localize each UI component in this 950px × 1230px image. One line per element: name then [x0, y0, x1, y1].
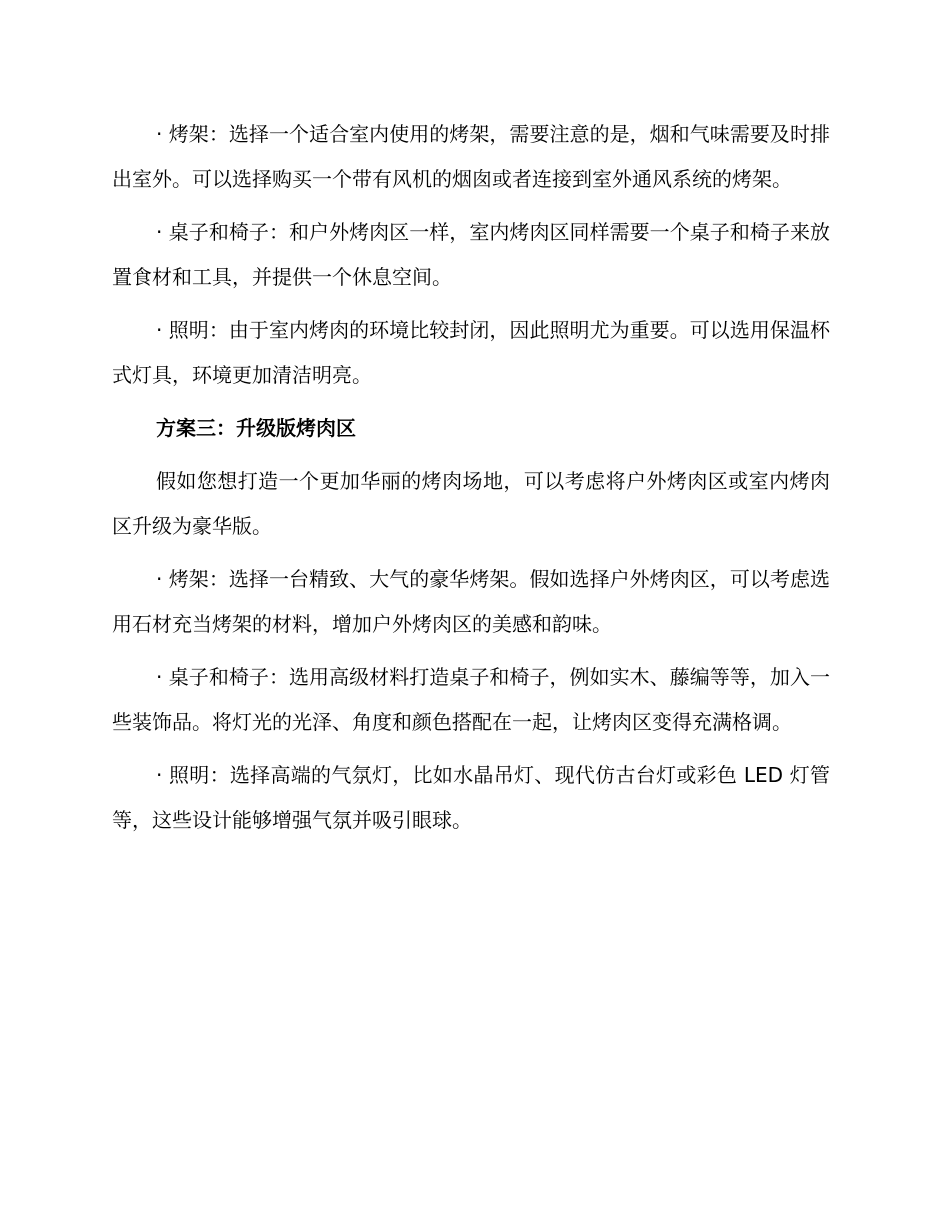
paragraph-upgrade-grill: · 烤架：选择一台精致、大气的豪华烤架。假如选择户外烤肉区，可以考虑选用石材充当烤架的材料，增加户外烤肉区的美感和韵味。	[112, 567, 830, 636]
section-heading-plan-three: 方案三：升级版烤肉区	[156, 416, 356, 440]
paragraph-indoor-table-chairs: · 桌子和椅子：和户外烤肉区一样，室内烤肉区同样需要一个桌子和椅子来放置食材和工具，并提供一个休息空间。	[112, 220, 830, 289]
paragraph-indoor-grill: · 烤架：选择一个适合室内使用的烤架，需要注意的是，烟和气味需要及时排出室外。可以选择购买一个带有风机的烟囱或者连接到室外通风系统的烤架。	[112, 122, 830, 191]
paragraph-indoor-lighting: · 照明：由于室内烤肉的环境比较封闭，因此照明尤为重要。可以选用保温杯式灯具，环境更加清洁明亮。	[112, 318, 830, 387]
document-page	[112, 112, 830, 843]
paragraph-upgrade-intro: 假如您想打造一个更加华丽的烤肉场地，可以考虑将户外烤肉区或室内烤肉区升级为豪华版。	[112, 469, 830, 538]
paragraph-upgrade-lighting: · 照明：选择高端的气氛灯，比如水晶吊灯、现代仿古台灯或彩色 LED 灯管等，这些设计能够增强气氛并吸引眼球。	[112, 763, 830, 832]
paragraph-upgrade-table-chairs: · 桌子和椅子：选用高级材料打造桌子和椅子，例如实木、藤编等等，加入一些装饰品。将灯光的光泽、角度和颜色搭配在一起，让烤肉区变得充满格调。	[112, 665, 830, 734]
